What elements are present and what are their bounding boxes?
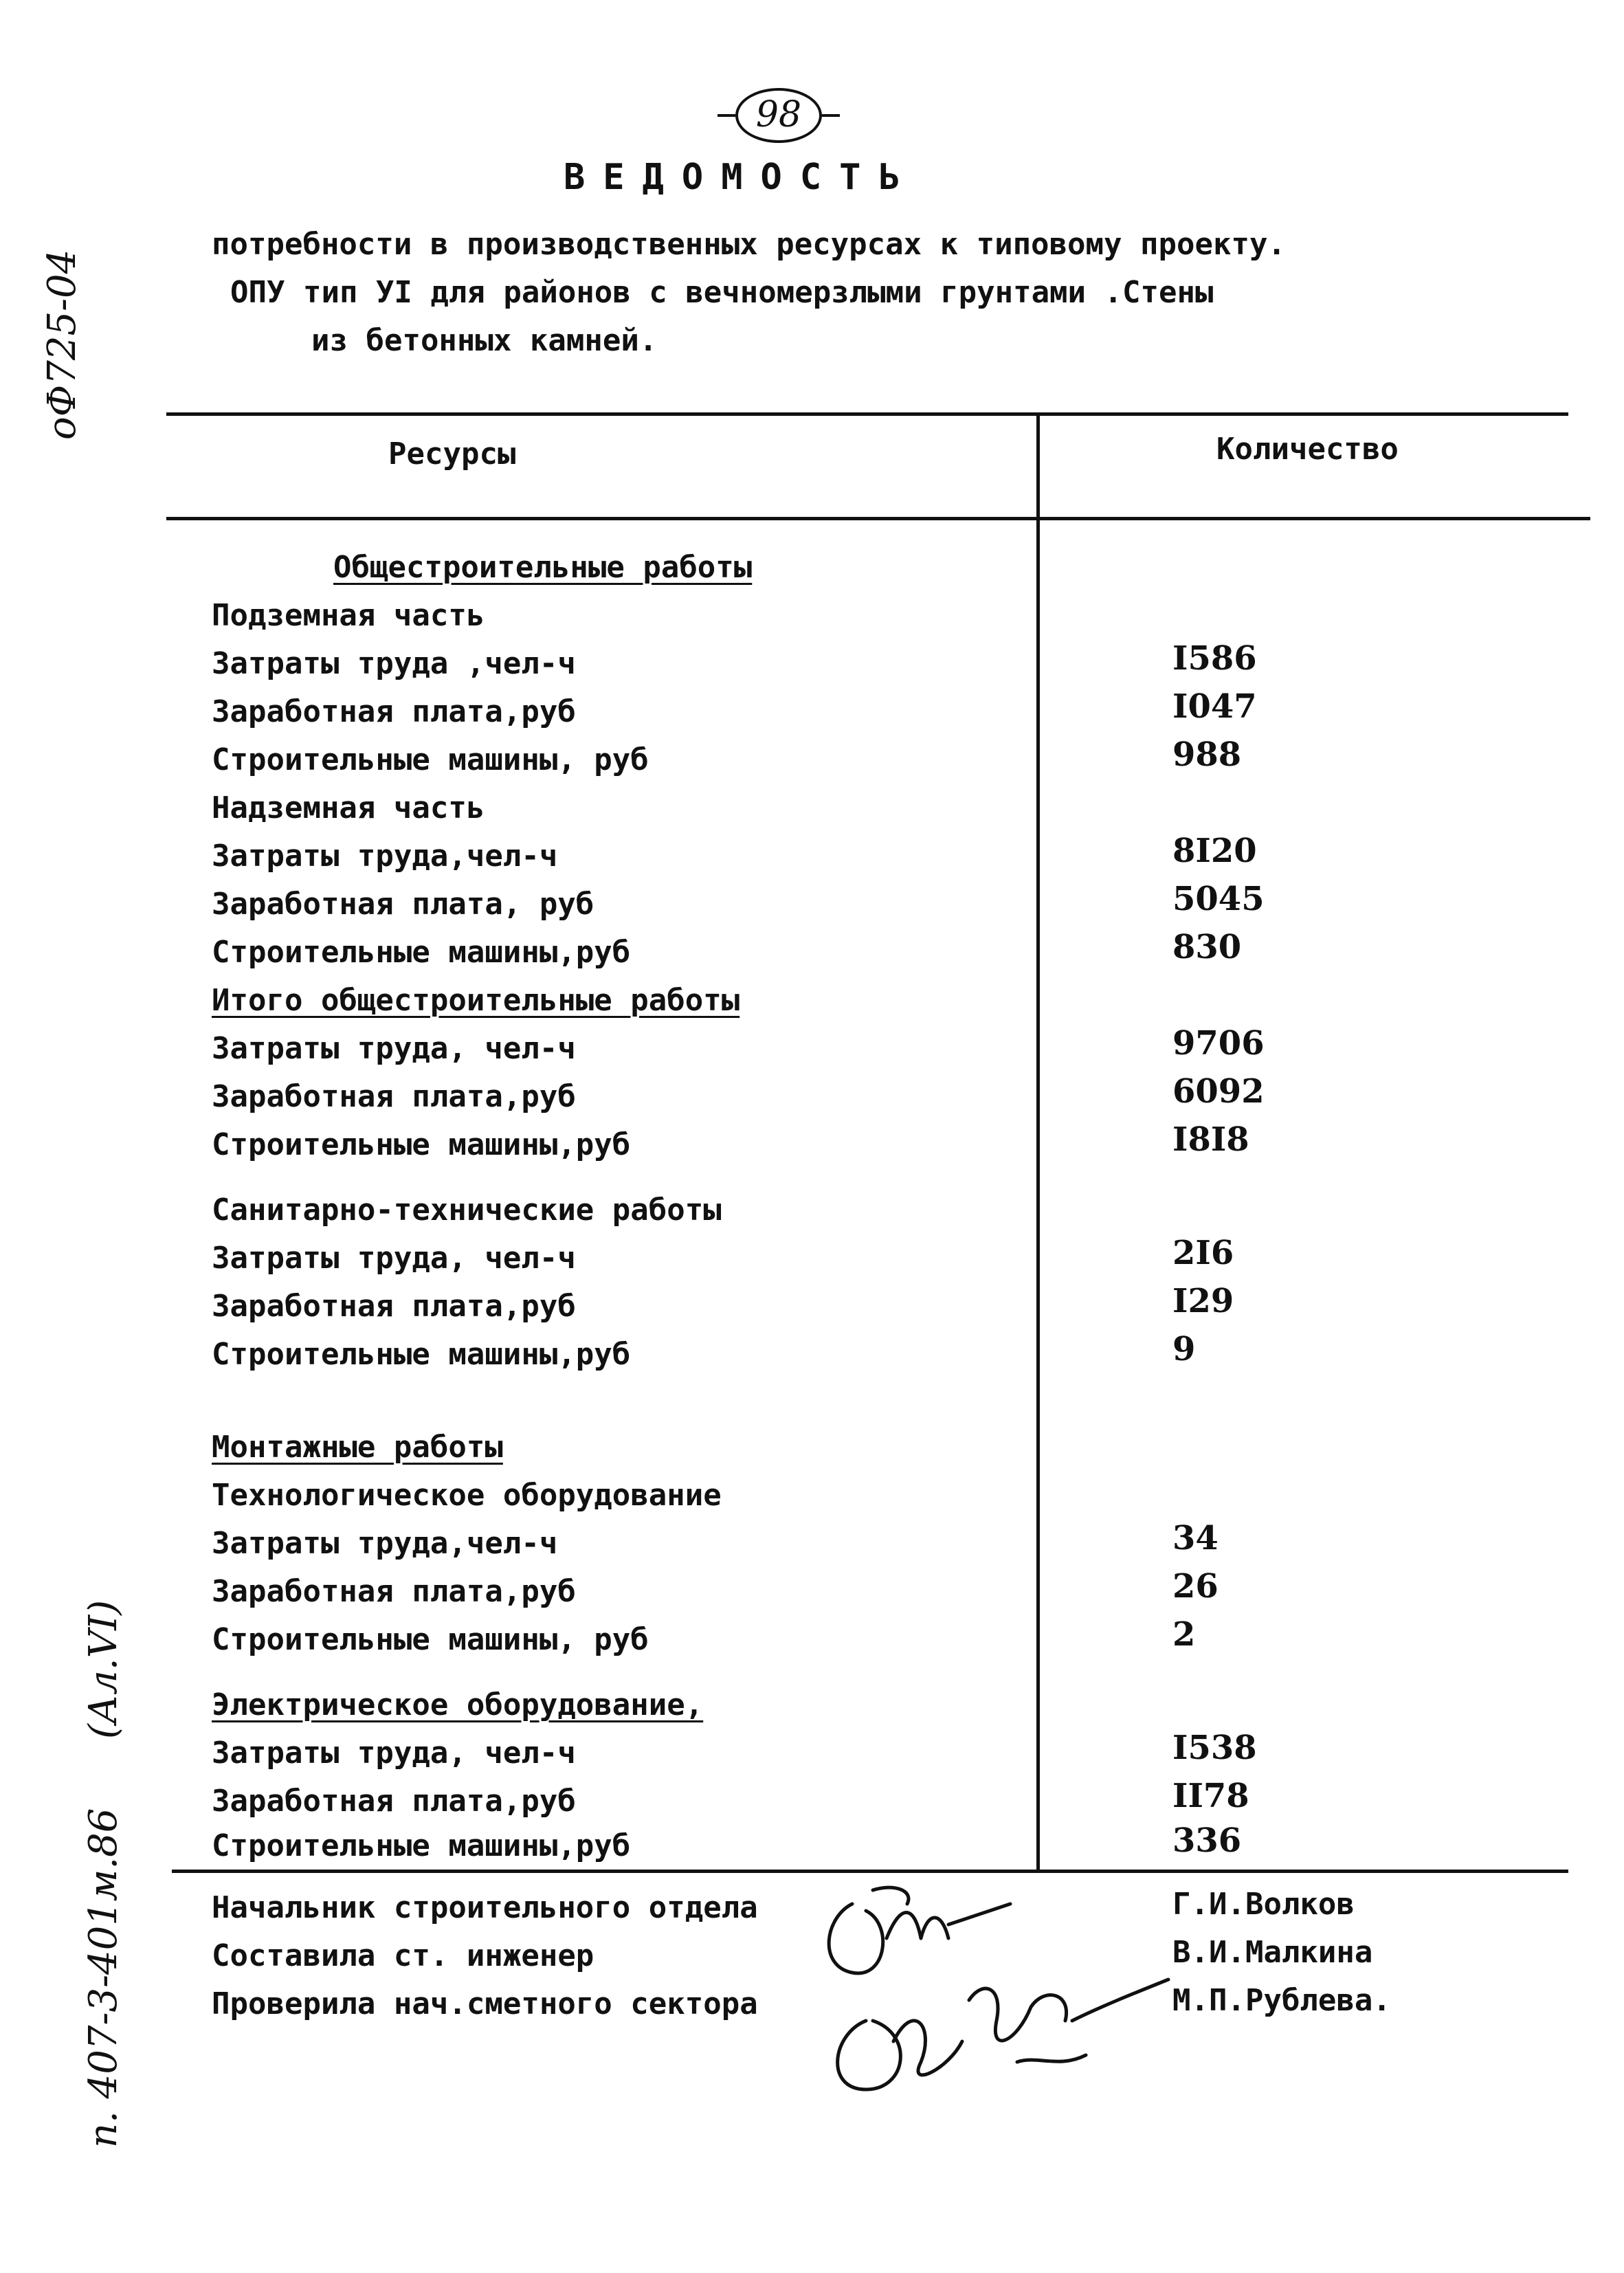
table-row-label: Заработная плата,руб [212, 1289, 576, 1324]
signature-role: Начальник строительного отдела [212, 1890, 758, 1925]
margin-note-bottom-left: п. 407-3-401м.86 [81, 1808, 126, 2148]
column-header-quantity: Количество [1216, 432, 1399, 467]
table-header-rule [166, 517, 1590, 520]
table-row-label: Заработная плата, руб [212, 887, 594, 922]
table-row-value: I8I8 [1172, 1120, 1249, 1159]
signature-name: В.И.Малкина [1172, 1935, 1373, 1970]
table-row-label: Строительные машины,руб [212, 1828, 631, 1863]
table-row-value: I047 [1172, 687, 1257, 726]
table-row-value: I538 [1172, 1729, 1257, 1767]
table-row-value: 8I20 [1172, 832, 1257, 870]
table-row-value: 9 [1172, 1330, 1196, 1368]
section-heading-total-general: Итого общестроительные работы [212, 983, 740, 1018]
signature-name: М.П.Рублева. [1172, 1983, 1391, 2018]
subsection-electrical: Электрическое оборудование, [212, 1687, 704, 1722]
table-row-value: 5045 [1172, 880, 1265, 918]
table-row-label: Заработная плата,руб [212, 1574, 576, 1609]
table-row-value: 2I6 [1172, 1234, 1234, 1272]
table-row-value: 2 [1172, 1615, 1196, 1654]
handwritten-signature [811, 1863, 1196, 2110]
table-row-label: Затраты труда, чел-ч [212, 1031, 576, 1066]
subtitle-line-2: ОПУ тип УI для районов с вечномерзлыми грунтами .Стены [230, 275, 1214, 310]
table-row-value: 26 [1172, 1567, 1219, 1606]
signature-role: Составила ст. инженер [212, 1938, 594, 1973]
table-row-label: Заработная плата,руб [212, 1784, 576, 1819]
table-row-value: 336 [1172, 1821, 1242, 1860]
table-row-label: Затраты труда, чел-ч [212, 1241, 576, 1276]
table-row-label: Затраты труда,чел-ч [212, 1526, 558, 1561]
section-heading-installation: Монтажные работы [212, 1430, 503, 1465]
margin-note-top: оФ725-04 [40, 249, 85, 440]
table-row-label: Строительные машины,руб [212, 1337, 631, 1372]
table-row-value: II78 [1172, 1777, 1249, 1815]
table-row-label: Затраты труда,чел-ч [212, 839, 558, 874]
table-row-value: I29 [1172, 1282, 1234, 1320]
table-row-label: Строительные машины, руб [212, 1622, 649, 1657]
margin-note-bottom-right: (Ал.VI) [81, 1599, 126, 1739]
subtitle-line-1: потребности в производственных ресурсах к типовому проекту. [212, 227, 1286, 262]
table-row-value: 830 [1172, 928, 1242, 966]
table-row-label: Затраты труда ,чел-ч [212, 646, 576, 681]
table-row-label: Строительные машины, руб [212, 742, 649, 777]
table-row-value: 988 [1172, 735, 1242, 774]
section-heading-sanitary: Санитарно-технические работы [212, 1193, 722, 1228]
table-row-label: Заработная плата,руб [212, 694, 576, 729]
table-row-label: Строительные машины,руб [212, 935, 631, 970]
table-row-value: 6092 [1172, 1072, 1265, 1111]
table-row-value: I586 [1172, 639, 1257, 678]
signature-name: Г.И.Волков [1172, 1887, 1355, 1922]
table-top-rule [166, 412, 1568, 416]
signature-role: Проверила нач.сметного сектора [212, 1986, 758, 2021]
table-row-label: Заработная плата,руб [212, 1079, 576, 1114]
table-column-divider [1036, 414, 1040, 1872]
column-header-resources: Ресурсы [388, 436, 516, 472]
subsection-technological: Технологическое оборудование [212, 1478, 722, 1513]
table-row-label: Затраты труда, чел-ч [212, 1736, 576, 1771]
table-row-value: 9706 [1172, 1024, 1265, 1063]
subsection-underground: Подземная часть [212, 598, 485, 633]
subtitle-line-3: из бетонных камней. [311, 323, 658, 358]
table-row-value: 34 [1172, 1519, 1219, 1557]
table-row-label: Строительные машины,руб [212, 1127, 631, 1162]
section-heading-general-construction: Общестроительные работы [333, 550, 753, 585]
subsection-aboveground: Надземная часть [212, 790, 485, 825]
page-number: 98 [735, 88, 822, 143]
document-title: ВЕДОМОСТЬ [564, 157, 918, 198]
